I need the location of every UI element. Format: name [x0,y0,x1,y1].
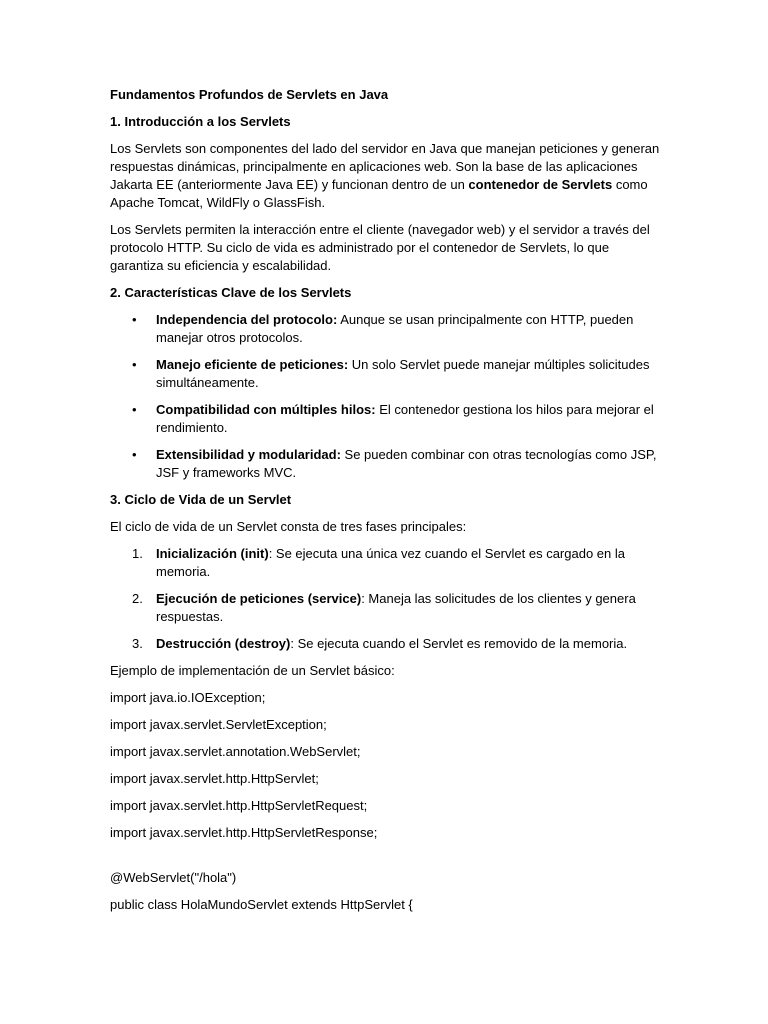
list-item-text: : Maneja las solicitudes de los clientes y genera respuestas. [156,591,636,624]
bullet-icon: • [132,447,137,462]
section-heading-lifecycle: 3. Ciclo de Vida de un Servlet [110,492,292,507]
bold-term-container: contenedor de Servlets [468,177,613,192]
section-heading-features: 2. Características Clave de los Servlets [110,285,352,300]
list-item-text: : Se ejecuta una única vez cuando el Servlet es cargado en la memoria. [156,546,625,579]
list-item [110,311,662,347]
bullet-icon: • [132,357,137,372]
lifecycle-intro: El ciclo de vida de un Servlet consta de tres fases principales: [110,519,467,534]
code-line: import javax.servlet.http.HttpServlet; [110,771,319,786]
list-item-text: Un solo Servlet puede manejar múltiples solicitudes simultáneamente. [156,357,650,390]
list-item [110,446,662,482]
list-item-term: Extensibilidad y modularidad: [156,447,341,462]
paragraph-text: Los Servlets son componentes del lado del servidor en Java que manejan peticiones y generan respuestas dinámicas, principalmente en aplicaciones web. Son la base de las aplicaciones Jakarta EE (anteriormente Java EE) y funcionan dentro de un [110,141,660,192]
blank-line [110,851,662,869]
list-item [110,545,662,581]
list-item-term: Inicialización (init) [156,546,269,561]
bullet-icon: • [132,312,137,327]
list-item-term: Manejo eficiente de peticiones: [156,357,349,372]
code-line: import javax.servlet.ServletException; [110,717,327,732]
code-line: @WebServlet("/hola") [110,870,237,885]
list-item-text: Se pueden combinar con otras tecnologías como JSP, JSF y frameworks MVC. [156,447,657,480]
code-line: import javax.servlet.annotation.WebServlet; [110,744,361,759]
section-heading-intro: 1. Introducción a los Servlets [110,114,291,129]
paragraph-intro-2: Los Servlets permiten la interacción entre el cliente (navegador web) y el servidor a través del protocolo HTTP. Su ciclo de vida es administrado por el contenedor de Servlets, lo que garantiza su eficiencia y escalabilidad. [110,222,650,273]
list-item [110,635,662,653]
list-item-term: Destrucción (destroy) [156,636,291,651]
list-item [110,590,662,626]
code-line: import javax.servlet.http.HttpServletResponse; [110,825,378,840]
paragraph-intro-1 [110,140,662,212]
list-item [110,401,662,437]
list-item-text: : Se ejecuta cuando el Servlet es removido de la memoria. [290,636,628,651]
list-item-text: Aunque se usan principalmente con HTTP, pueden manejar otros protocolos. [156,312,634,345]
list-item [110,356,662,392]
list-item-term: Ejecución de peticiones (service) [156,591,362,606]
example-intro: Ejemplo de implementación de un Servlet básico: [110,663,395,678]
step-number: 3. [132,636,143,651]
step-number: 2. [132,591,143,606]
bullet-icon: • [132,402,137,417]
code-line: import java.io.IOException; [110,690,266,705]
code-line: import javax.servlet.http.HttpServletRequest; [110,798,368,813]
feature-list [110,311,662,482]
step-number: 1. [132,546,143,561]
document-body [110,86,662,923]
list-item-text: El contenedor gestiona los hilos para mejorar el rendimiento. [156,402,654,435]
lifecycle-steps [110,545,662,653]
paragraph-text: como Apache Tomcat, WildFly o GlassFish. [110,177,648,210]
list-item-term: Compatibilidad con múltiples hilos: [156,402,376,417]
document-title: Fundamentos Profundos de Servlets en Java [110,87,389,102]
code-line: public class HolaMundoServlet extends HttpServlet { [110,897,413,912]
list-item-term: Independencia del protocolo: [156,312,338,327]
